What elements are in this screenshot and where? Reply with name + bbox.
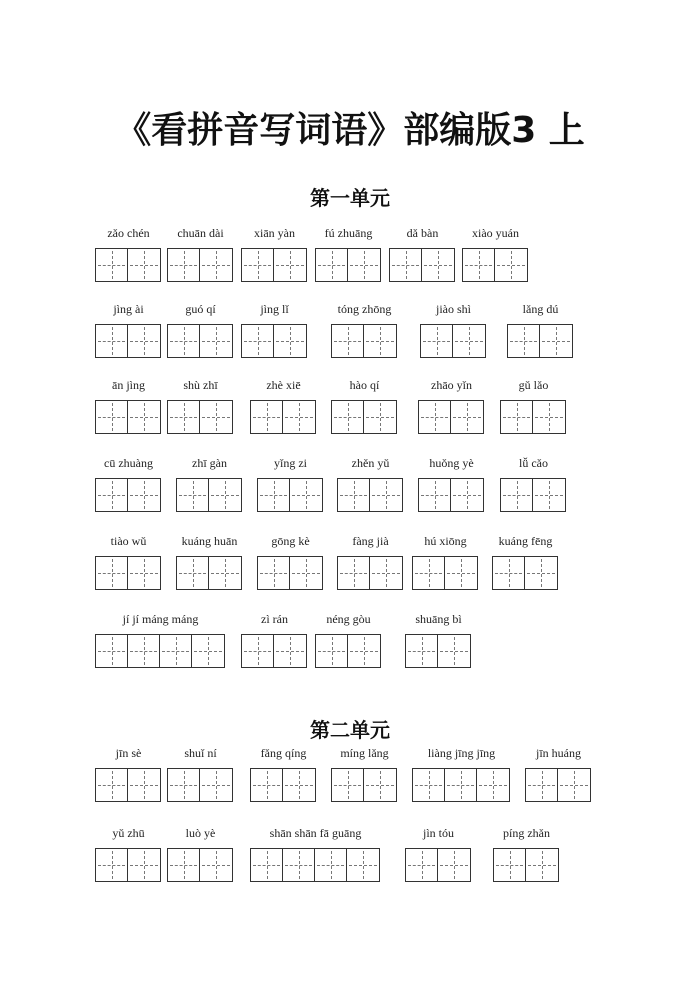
- writing-grid: [167, 324, 233, 358]
- tian-grid-cell[interactable]: [128, 557, 160, 589]
- pinyin-label: kuáng fēng: [498, 534, 553, 548]
- pinyin-label: zhī gàn: [192, 456, 227, 470]
- word-item: [250, 378, 317, 434]
- word-item: [389, 226, 456, 282]
- word-item: [507, 302, 574, 358]
- tian-grid-cell[interactable]: [445, 769, 477, 801]
- writing-grid: [95, 556, 161, 590]
- tian-grid-cell[interactable]: [177, 557, 209, 589]
- tian-grid-cell[interactable]: [96, 249, 128, 281]
- tian-grid-cell[interactable]: [258, 557, 290, 589]
- writing-grid: [95, 324, 161, 358]
- writing-grid: [95, 848, 161, 882]
- word-item: [95, 302, 162, 358]
- word-item: [95, 226, 162, 282]
- tian-grid-cell[interactable]: [258, 479, 290, 511]
- writing-grid: [250, 400, 316, 434]
- pinyin-label: zhāo yǐn: [431, 378, 472, 392]
- word-item: [250, 826, 381, 882]
- word-item: [492, 534, 559, 590]
- word-item: [241, 612, 308, 668]
- tian-grid-cell[interactable]: [283, 849, 315, 881]
- word-item: [405, 826, 472, 882]
- pinyin-label: jìn tóu: [422, 826, 454, 840]
- tian-grid-cell[interactable]: [445, 557, 477, 589]
- writing-grid: [167, 768, 233, 802]
- tian-grid-cell[interactable]: [451, 401, 483, 433]
- word-item: [331, 746, 398, 802]
- writing-grid: [389, 248, 455, 282]
- pinyin-label: gōng kè: [271, 534, 310, 548]
- tian-grid-cell[interactable]: [290, 557, 322, 589]
- pinyin-label: jiào shì: [436, 302, 471, 316]
- pinyin-label: shuāng bì: [415, 612, 462, 626]
- tian-grid-cell[interactable]: [200, 401, 232, 433]
- tian-grid-cell[interactable]: [209, 479, 241, 511]
- word-item: [418, 378, 485, 434]
- writing-grid: [95, 768, 161, 802]
- writing-grid: [257, 556, 323, 590]
- pinyin-label: lǚ cǎo: [519, 456, 548, 470]
- tian-grid-cell[interactable]: [168, 769, 200, 801]
- pinyin-label: hú xiōng: [424, 534, 467, 548]
- writing-grid: [241, 248, 307, 282]
- word-item: [462, 226, 529, 282]
- word-item: [95, 456, 162, 512]
- page-title: 《看拼音写词语》部编版3 上: [115, 110, 585, 151]
- pinyin-label: yǔ zhū: [112, 826, 145, 840]
- pinyin-label: fàng jià: [352, 534, 389, 548]
- word-item: [525, 746, 592, 802]
- pinyin-label: zì rán: [261, 612, 288, 626]
- word-item: [167, 226, 234, 282]
- word-item: [167, 746, 234, 802]
- tian-grid-cell[interactable]: [421, 325, 453, 357]
- tian-grid-cell[interactable]: [96, 769, 128, 801]
- word-item: [167, 378, 234, 434]
- tian-grid-cell[interactable]: [508, 325, 540, 357]
- writing-grid: [176, 478, 242, 512]
- tian-grid-cell[interactable]: [463, 249, 495, 281]
- tian-grid-cell[interactable]: [128, 249, 160, 281]
- tian-grid-cell[interactable]: [364, 325, 396, 357]
- tian-grid-cell[interactable]: [315, 849, 347, 881]
- tian-grid-cell[interactable]: [453, 325, 485, 357]
- tian-grid-cell[interactable]: [168, 325, 200, 357]
- pinyin-label: tóng zhōng: [337, 302, 392, 316]
- word-item: [418, 456, 485, 512]
- writing-grid: [167, 400, 233, 434]
- tian-grid-cell[interactable]: [332, 769, 364, 801]
- tian-grid-cell[interactable]: [251, 769, 283, 801]
- pinyin-label: hào qí: [349, 378, 380, 392]
- word-item: [405, 612, 472, 668]
- writing-grid: [95, 634, 225, 668]
- tian-grid-cell[interactable]: [526, 849, 558, 881]
- word-item: [167, 302, 234, 358]
- tian-grid-cell[interactable]: [438, 849, 470, 881]
- tian-grid-cell[interactable]: [413, 769, 445, 801]
- tian-grid-cell[interactable]: [209, 557, 241, 589]
- word-item: [257, 456, 324, 512]
- tian-grid-cell[interactable]: [370, 479, 402, 511]
- tian-grid-cell[interactable]: [96, 849, 128, 881]
- tian-grid-cell[interactable]: [128, 635, 160, 667]
- tian-grid-cell[interactable]: [316, 249, 348, 281]
- tian-grid-cell[interactable]: [200, 325, 232, 357]
- tian-grid-cell[interactable]: [525, 557, 557, 589]
- pinyin-label: luò yè: [185, 826, 216, 840]
- pinyin-label: liàng jīng jīng: [427, 746, 496, 760]
- word-item: [331, 302, 398, 358]
- writing-grid: [250, 848, 380, 882]
- pinyin-label: huǒng yè: [429, 456, 474, 470]
- tian-grid-cell[interactable]: [168, 249, 200, 281]
- tian-grid-cell[interactable]: [364, 401, 396, 433]
- tian-grid-cell[interactable]: [390, 249, 422, 281]
- word-item: [337, 456, 404, 512]
- writing-grid: [331, 768, 397, 802]
- writing-grid: [95, 400, 161, 434]
- writing-grid: [331, 400, 397, 434]
- tian-grid-cell[interactable]: [422, 249, 454, 281]
- tian-grid-cell[interactable]: [348, 635, 380, 667]
- tian-grid-cell[interactable]: [168, 849, 200, 881]
- writing-grid: [167, 848, 233, 882]
- word-item: [412, 534, 479, 590]
- pinyin-label: guó qí: [185, 302, 216, 316]
- tian-grid-cell[interactable]: [406, 849, 438, 881]
- tian-grid-cell[interactable]: [332, 325, 364, 357]
- writing-grid: [507, 324, 573, 358]
- writing-grid: [331, 324, 397, 358]
- tian-grid-cell[interactable]: [347, 849, 379, 881]
- pinyin-label: shān shān fā guāng: [269, 826, 362, 840]
- writing-grid: [95, 478, 161, 512]
- writing-grid: [167, 248, 233, 282]
- tian-grid-cell[interactable]: [495, 249, 527, 281]
- tian-grid-cell[interactable]: [274, 325, 306, 357]
- pinyin-label: míng lǎng: [340, 746, 389, 760]
- pinyin-label: kuáng huān: [181, 534, 238, 548]
- word-item: [95, 378, 162, 434]
- pinyin-label: jìng lǐ: [260, 302, 289, 316]
- tian-grid-cell[interactable]: [364, 769, 396, 801]
- tian-grid-cell[interactable]: [242, 249, 274, 281]
- writing-grid: [337, 478, 403, 512]
- word-item: [95, 826, 162, 882]
- tian-grid-cell[interactable]: [316, 635, 348, 667]
- tian-grid-cell[interactable]: [419, 401, 451, 433]
- tian-grid-cell[interactable]: [274, 249, 306, 281]
- word-item: [500, 456, 567, 512]
- writing-grid: [405, 848, 471, 882]
- tian-grid-cell[interactable]: [370, 557, 402, 589]
- pinyin-label: chuān dài: [177, 226, 224, 240]
- tian-grid-cell[interactable]: [192, 635, 224, 667]
- word-item: [95, 534, 162, 590]
- pinyin-label: jìng ài: [113, 302, 144, 316]
- tian-grid-cell[interactable]: [96, 635, 128, 667]
- tian-grid-cell[interactable]: [242, 635, 274, 667]
- word-item: [420, 302, 487, 358]
- writing-grid: [420, 324, 486, 358]
- pinyin-label: zhè xiē: [266, 378, 301, 392]
- writing-grid: [95, 248, 161, 282]
- tian-grid-cell[interactable]: [533, 401, 565, 433]
- pinyin-label: fǎng qíng: [260, 746, 307, 760]
- word-item: [412, 746, 511, 802]
- tian-grid-cell[interactable]: [348, 249, 380, 281]
- tian-grid-cell[interactable]: [419, 479, 451, 511]
- tian-grid-cell[interactable]: [177, 479, 209, 511]
- pinyin-label: yǐng zi: [274, 456, 307, 470]
- writing-grid: [337, 556, 403, 590]
- word-item: [257, 534, 324, 590]
- tian-grid-cell[interactable]: [200, 249, 232, 281]
- tian-grid-cell[interactable]: [128, 849, 160, 881]
- writing-grid: [500, 478, 566, 512]
- writing-grid: [257, 478, 323, 512]
- tian-grid-cell[interactable]: [406, 635, 438, 667]
- pinyin-label: píng zhǎn: [503, 826, 550, 840]
- word-item: [315, 612, 382, 668]
- tian-grid-cell[interactable]: [526, 769, 558, 801]
- pinyin-label: shuǐ ní: [184, 746, 217, 760]
- word-item: [95, 612, 226, 668]
- tian-grid-cell[interactable]: [128, 325, 160, 357]
- writing-grid: [176, 556, 242, 590]
- tian-grid-cell[interactable]: [451, 479, 483, 511]
- tian-grid-cell[interactable]: [128, 479, 160, 511]
- tian-grid-cell[interactable]: [251, 401, 283, 433]
- pinyin-label: xiān yàn: [254, 226, 295, 240]
- writing-grid: [241, 324, 307, 358]
- writing-grid: [493, 848, 559, 882]
- tian-grid-cell[interactable]: [338, 557, 370, 589]
- pinyin-label: fú zhuāng: [324, 226, 373, 240]
- writing-grid: [492, 556, 558, 590]
- word-item: [337, 534, 404, 590]
- pinyin-label: jīn sè: [115, 746, 142, 760]
- tian-grid-cell[interactable]: [338, 479, 370, 511]
- pinyin-label: cū zhuàng: [104, 456, 153, 470]
- tian-grid-cell[interactable]: [274, 635, 306, 667]
- word-item: [176, 456, 243, 512]
- word-item: [250, 746, 317, 802]
- writing-grid: [241, 634, 307, 668]
- writing-grid: [500, 400, 566, 434]
- pinyin-label: zhěn yǔ: [351, 456, 390, 470]
- writing-grid: [412, 556, 478, 590]
- word-item: [241, 302, 308, 358]
- word-item: [493, 826, 560, 882]
- writing-grid: [250, 768, 316, 802]
- tian-grid-cell[interactable]: [128, 401, 160, 433]
- pinyin-label: zǎo chén: [107, 226, 150, 240]
- tian-grid-cell[interactable]: [413, 557, 445, 589]
- unit-heading: 第一单元: [310, 186, 390, 210]
- word-item: [500, 378, 567, 434]
- tian-grid-cell[interactable]: [96, 401, 128, 433]
- writing-grid: [315, 248, 381, 282]
- tian-grid-cell[interactable]: [477, 769, 509, 801]
- writing-grid: [412, 768, 510, 802]
- pinyin-label: tiào wǔ: [110, 534, 147, 548]
- writing-grid: [405, 634, 471, 668]
- pinyin-label: dǎ bàn: [406, 226, 439, 240]
- pinyin-label: lǎng dú: [522, 302, 559, 316]
- tian-grid-cell[interactable]: [332, 401, 364, 433]
- word-item: [241, 226, 308, 282]
- pinyin-label: xiào yuán: [472, 226, 519, 240]
- tian-grid-cell[interactable]: [283, 401, 315, 433]
- word-item: [167, 826, 234, 882]
- word-item: [331, 378, 398, 434]
- tian-grid-cell[interactable]: [168, 401, 200, 433]
- tian-grid-cell[interactable]: [438, 635, 470, 667]
- writing-grid: [418, 478, 484, 512]
- tian-grid-cell[interactable]: [558, 769, 590, 801]
- word-item: [95, 746, 162, 802]
- tian-grid-cell[interactable]: [290, 479, 322, 511]
- tian-grid-cell[interactable]: [501, 479, 533, 511]
- tian-grid-cell[interactable]: [251, 849, 283, 881]
- tian-grid-cell[interactable]: [493, 557, 525, 589]
- pinyin-label: ān jìng: [112, 378, 145, 392]
- tian-grid-cell[interactable]: [128, 769, 160, 801]
- pinyin-label: shù zhī: [183, 378, 218, 392]
- writing-grid: [315, 634, 381, 668]
- pinyin-label: gǔ lǎo: [518, 378, 549, 392]
- tian-grid-cell[interactable]: [200, 769, 232, 801]
- pinyin-label: jí jí máng máng: [122, 612, 199, 626]
- pinyin-label: jīn huáng: [536, 746, 581, 760]
- tian-grid-cell[interactable]: [96, 325, 128, 357]
- tian-grid-cell[interactable]: [96, 557, 128, 589]
- tian-grid-cell[interactable]: [283, 769, 315, 801]
- writing-grid: [525, 768, 591, 802]
- writing-grid: [462, 248, 528, 282]
- tian-grid-cell[interactable]: [200, 849, 232, 881]
- tian-grid-cell[interactable]: [533, 479, 565, 511]
- word-item: [176, 534, 243, 590]
- pinyin-label: néng gòu: [326, 612, 371, 626]
- unit-heading: 第二单元: [310, 718, 390, 742]
- word-item: [315, 226, 382, 282]
- tian-grid-cell[interactable]: [540, 325, 572, 357]
- writing-grid: [418, 400, 484, 434]
- tian-grid-cell[interactable]: [501, 401, 533, 433]
- tian-grid-cell[interactable]: [494, 849, 526, 881]
- tian-grid-cell[interactable]: [160, 635, 192, 667]
- tian-grid-cell[interactable]: [96, 479, 128, 511]
- tian-grid-cell[interactable]: [242, 325, 274, 357]
